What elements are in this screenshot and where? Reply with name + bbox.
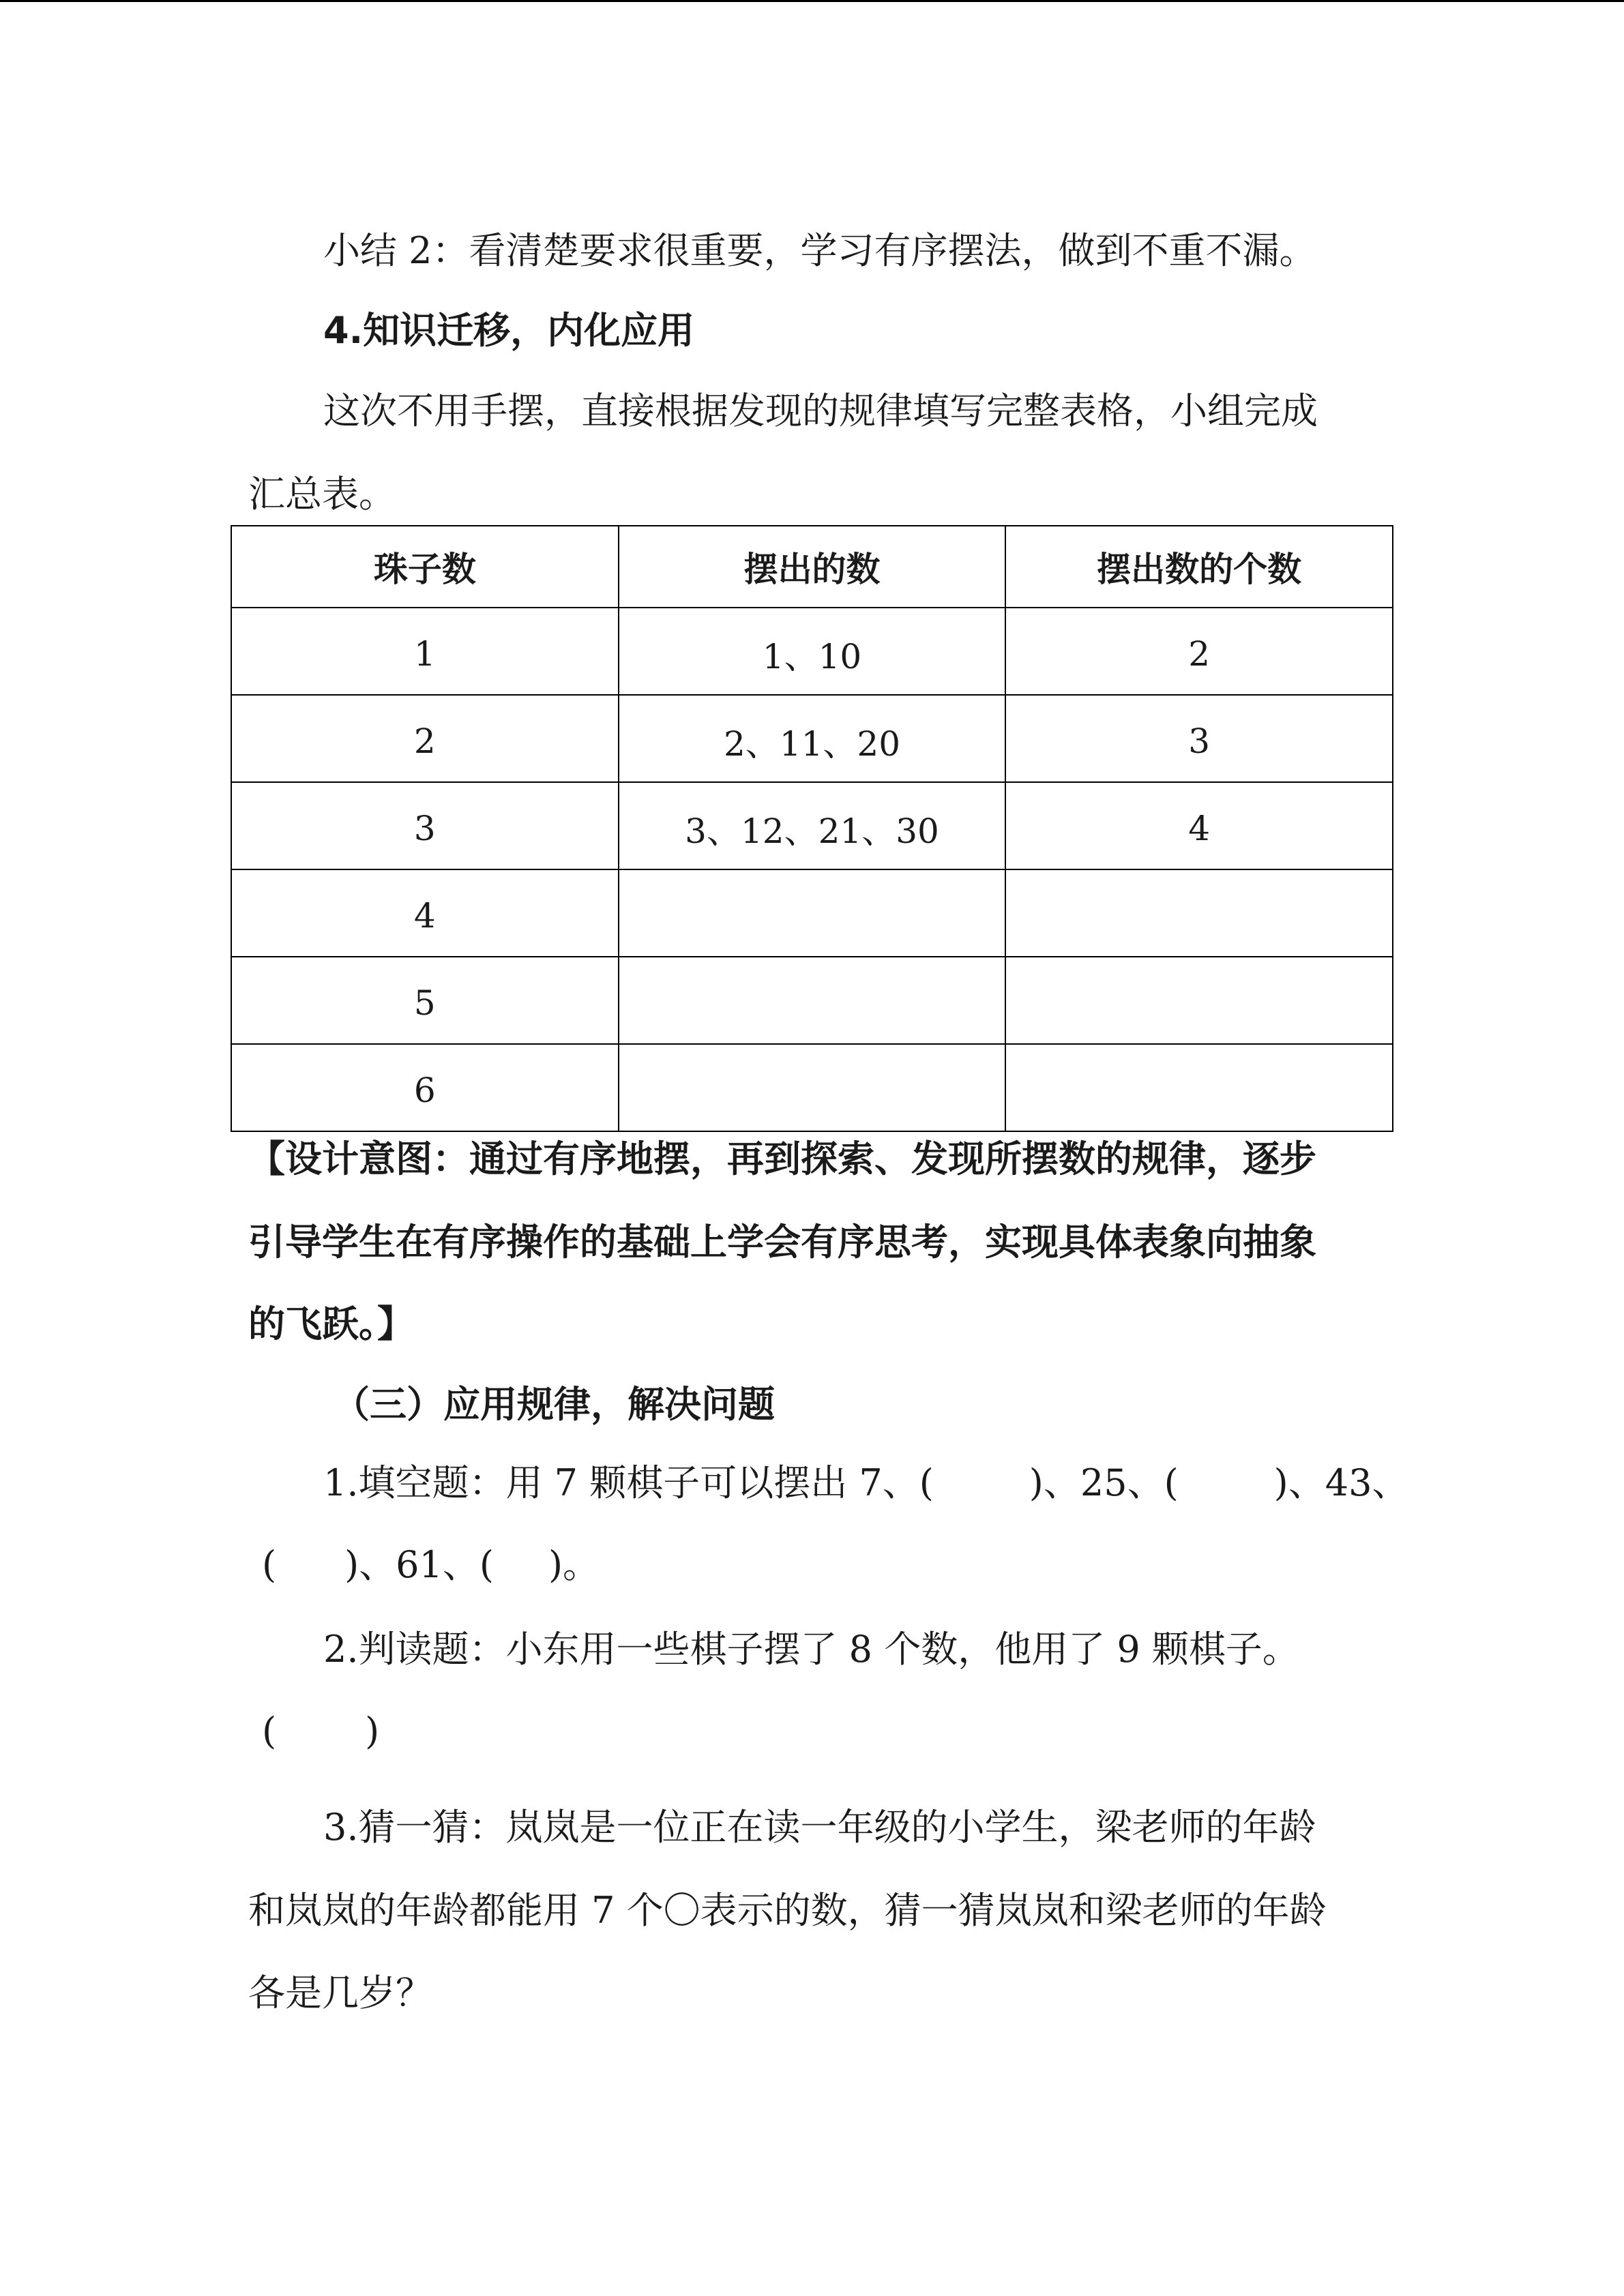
- question-2-line-2: [262, 1708, 379, 1755]
- table-row: [231, 869, 1393, 957]
- table-cell: 3: [1005, 695, 1393, 782]
- design-intent-line-1: 【设计意图：通过有序地摆，再到探索、发现所摆数的规律，逐步: [248, 1137, 1316, 1180]
- q1-text-d: (: [262, 1543, 277, 1586]
- question-3-line-1: 3.猜一猜：岚岚是一位正在读一年级的小学生，梁老师的年龄: [323, 1806, 1316, 1849]
- bead-summary-table: [231, 525, 1393, 1132]
- question-3-line-2: 和岚岚的年龄都能用 7 个〇表示的数，猜一猜岚岚和梁老师的年龄: [248, 1889, 1327, 1932]
- question-2-line-1: 2.判读题：小东用一些棋子摆了 8 个数，他用了 9 颗棋子。: [323, 1628, 1299, 1671]
- table-cell: 2: [231, 695, 619, 782]
- table-cell: 4: [1005, 782, 1393, 869]
- q2-paren-close: ): [365, 1710, 380, 1753]
- table-header-cell: 珠子数: [231, 526, 619, 608]
- q1-text-a: 1.填空题：用 7 颗棋子可以摆出 7、(: [323, 1461, 934, 1504]
- question-1-line-2: [262, 1541, 600, 1589]
- design-intent-line-2: 引导学生在有序操作的基础上学会有序思考，实现具体表象向抽象: [248, 1221, 1316, 1264]
- table-cell-blank: [1005, 869, 1393, 957]
- table-header-cell: 摆出的数: [619, 526, 1006, 608]
- table-cell-blank: [619, 869, 1006, 957]
- q1-text-e: )、61、(: [344, 1543, 494, 1586]
- table-row: [231, 608, 1393, 695]
- table-cell: 6: [231, 1044, 619, 1131]
- section-4-heading: 4.知识迁移，内化应用: [323, 309, 695, 352]
- table-cell-blank: [619, 1044, 1006, 1131]
- table-cell-blank: [1005, 1044, 1393, 1131]
- instruction-line-1: 这次不用手摆，直接根据发现的规律填写完整表格，小组完成: [323, 389, 1318, 432]
- part-3-heading: （三）应用规律，解决问题: [333, 1383, 775, 1426]
- table-row: [231, 782, 1393, 869]
- table-row: [231, 957, 1393, 1044]
- instruction-line-2: 汇总表。: [248, 473, 396, 516]
- q1-text-f: )。: [548, 1543, 600, 1586]
- table-row: [231, 695, 1393, 782]
- summary-2: 小结 2：看清楚要求很重要，学习有序摆法，做到不重不漏。: [323, 229, 1316, 272]
- table-cell-blank: [619, 957, 1006, 1044]
- design-intent-line-3: 的飞跃。】: [248, 1302, 414, 1345]
- table-cell: 4: [231, 869, 619, 957]
- table-header-cell: 摆出数的个数: [1005, 526, 1393, 608]
- table-cell: 1、10: [619, 608, 1006, 695]
- table-cell: 1: [231, 608, 619, 695]
- table-cell: 5: [231, 957, 619, 1044]
- q2-paren-open: (: [262, 1710, 277, 1753]
- table-cell: 3: [231, 782, 619, 869]
- q1-text-c: )、43、: [1273, 1461, 1409, 1504]
- table-header-row: [231, 526, 1393, 608]
- question-3-line-3: 各是几岁？: [248, 1971, 432, 2014]
- q1-text-b: )、25、(: [1029, 1461, 1179, 1504]
- page-top-border: [0, 0, 1624, 2]
- table-cell: 3、12、21、30: [619, 782, 1006, 869]
- table-cell: 2: [1005, 608, 1393, 695]
- table-cell: 2、11、20: [619, 695, 1006, 782]
- question-1-line-1: [323, 1459, 1408, 1507]
- table-row: [231, 1044, 1393, 1131]
- table-cell-blank: [1005, 957, 1393, 1044]
